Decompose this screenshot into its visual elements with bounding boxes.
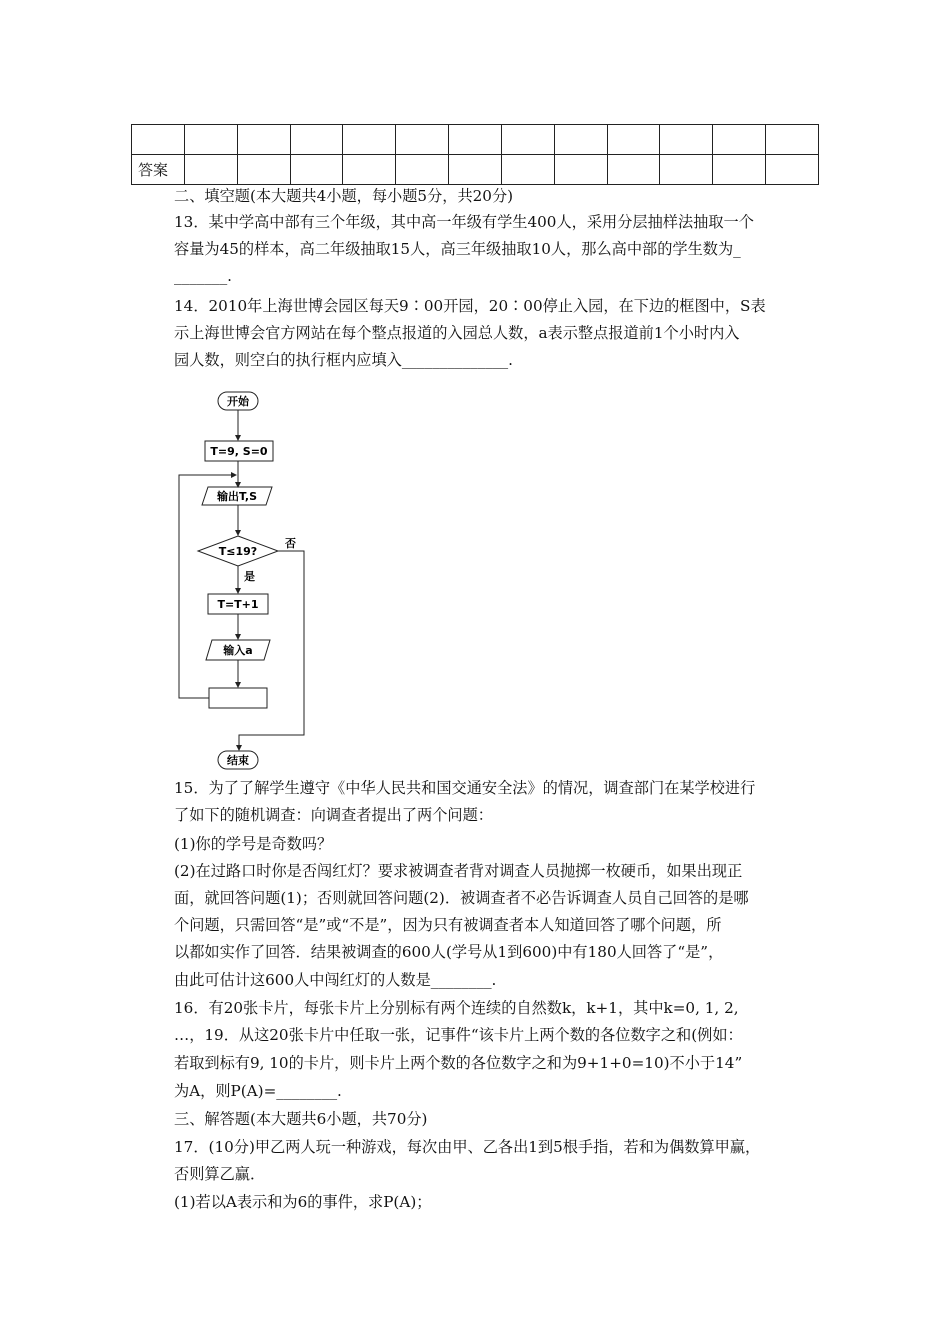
condition-label: T≤19? bbox=[218, 545, 258, 558]
flowchart bbox=[172, 388, 322, 773]
q16-line3: 若取到标有9, 10的卡片，则卡片上两个数的各位数字之和为9+1+0=10)不小于14” bbox=[174, 1054, 743, 1072]
answer-cell bbox=[237, 155, 290, 185]
loop-back-arrow bbox=[179, 475, 236, 698]
answer-table-cell bbox=[290, 125, 343, 155]
answer-table-cell bbox=[449, 125, 502, 155]
q15-line7: 以都如实作了回答．结果被调查的600人(学号从1到600)中有180人回答了“是”， bbox=[174, 943, 724, 961]
answer-table-header-row bbox=[132, 125, 819, 155]
answer-cell bbox=[343, 155, 396, 185]
answer-cell bbox=[766, 155, 819, 185]
answer-table-cell bbox=[607, 125, 660, 155]
answer-table-cell bbox=[184, 125, 237, 155]
q15-line3: (1)你的学号是奇数吗？ bbox=[174, 835, 333, 853]
answer-table-cell bbox=[237, 125, 290, 155]
answer-table-answer-row bbox=[132, 155, 819, 185]
q17-line3: (1)若以A表示和为6的事件，求P(A)； bbox=[174, 1193, 432, 1211]
q16-line2: …，19．从这20张卡片中任取一张，记事件“该卡片上两个数的各位数字之和(例如： bbox=[174, 1026, 743, 1044]
answer-table-cell bbox=[343, 125, 396, 155]
answer-cell bbox=[290, 155, 343, 185]
q15-line8: 由此可估计这600人中闯红灯的人数是________. bbox=[174, 971, 497, 989]
q13-line2: 容量为45的样本，高二年级抽取15人，高三年级抽取10人，那么高中部的学生数为_ bbox=[174, 240, 741, 258]
answer-table-cell bbox=[554, 125, 607, 155]
q14-line2: 示上海世博会官方网站在每个整点报道的入园总人数，a表示整点报道前1个小时内入 bbox=[174, 324, 740, 342]
answer-cell bbox=[713, 155, 766, 185]
start-label: 开始 bbox=[227, 395, 249, 408]
yes-label: 是 bbox=[244, 570, 255, 583]
answer-cell bbox=[554, 155, 607, 185]
increment-label: T=T+1 bbox=[217, 598, 259, 611]
q13-line1: 13．某中学高中部有三个年级，其中高一年级有学生400人，采用分层抽样法抽取一个 bbox=[174, 213, 754, 231]
answer-table-cell bbox=[501, 125, 554, 155]
q15-line6: 个问题，只需回答“是”或“不是”，因为只有被调查者本人知道回答了哪个问题，所 bbox=[174, 916, 722, 934]
blank-box bbox=[209, 688, 267, 708]
answer-table-cell bbox=[713, 125, 766, 155]
q14-line1: 14．2010年上海世博会园区每天9∶00开园，20∶00停止入园，在下边的框图中，S表 bbox=[174, 297, 766, 315]
q17-line1: 17．(10分)甲乙两人玩一种游戏，每次由甲、乙各出1到5根手指，若和为偶数算甲赢， bbox=[174, 1138, 761, 1156]
no-label: 否 bbox=[285, 537, 296, 550]
q15-line1: 15．为了了解学生遵守《中华人民共和国交通安全法》的情况，调查部门在某学校进行 bbox=[174, 779, 756, 797]
section3-heading: 三、解答题(本大题共6小题，共70分) bbox=[174, 1110, 428, 1128]
answer-table-cell bbox=[132, 125, 185, 155]
answer-table-cell bbox=[396, 125, 449, 155]
answer-cell bbox=[184, 155, 237, 185]
answer-cell bbox=[501, 155, 554, 185]
answer-table-cell bbox=[766, 125, 819, 155]
answer-cell bbox=[660, 155, 713, 185]
q13-line3: _______. bbox=[174, 267, 232, 285]
q15-line5: 面，就回答问题(1)；否则就回答问题(2)．被调查者不必告诉调查人员自己回答的是哪 bbox=[174, 889, 749, 907]
q14-line3: 园人数，则空白的执行框内应填入______________. bbox=[174, 351, 513, 369]
q15-line2: 了如下的随机调查：向调查者提出了两个问题： bbox=[174, 806, 493, 824]
answer-cell bbox=[607, 155, 660, 185]
answer-cell bbox=[449, 155, 502, 185]
output-label: 输出T,S bbox=[216, 490, 258, 503]
q15-line4: (2)在过路口时你是否闯红灯？要求被调查者背对调查人员抛掷一枚硬币，如果出现正 bbox=[174, 862, 743, 880]
answer-label: 答案 bbox=[132, 155, 185, 185]
end-label: 结束 bbox=[227, 754, 249, 767]
answer-table bbox=[131, 124, 819, 185]
input-label: 输入a bbox=[223, 644, 253, 657]
q17-line2: 否则算乙赢． bbox=[174, 1165, 266, 1183]
q16-line4: 为A，则P(A)=________. bbox=[174, 1082, 342, 1100]
q16-line1: 16．有20张卡片，每张卡片上分别标有两个连续的自然数k，k+1，其中k=0, 1, 2, bbox=[174, 999, 739, 1017]
init-label: T=9, S=0 bbox=[210, 445, 268, 458]
section2-heading: 二、填空题(本大题共4小题，每小题5分，共20分) bbox=[174, 187, 514, 205]
answer-cell bbox=[396, 155, 449, 185]
answer-table-cell bbox=[660, 125, 713, 155]
